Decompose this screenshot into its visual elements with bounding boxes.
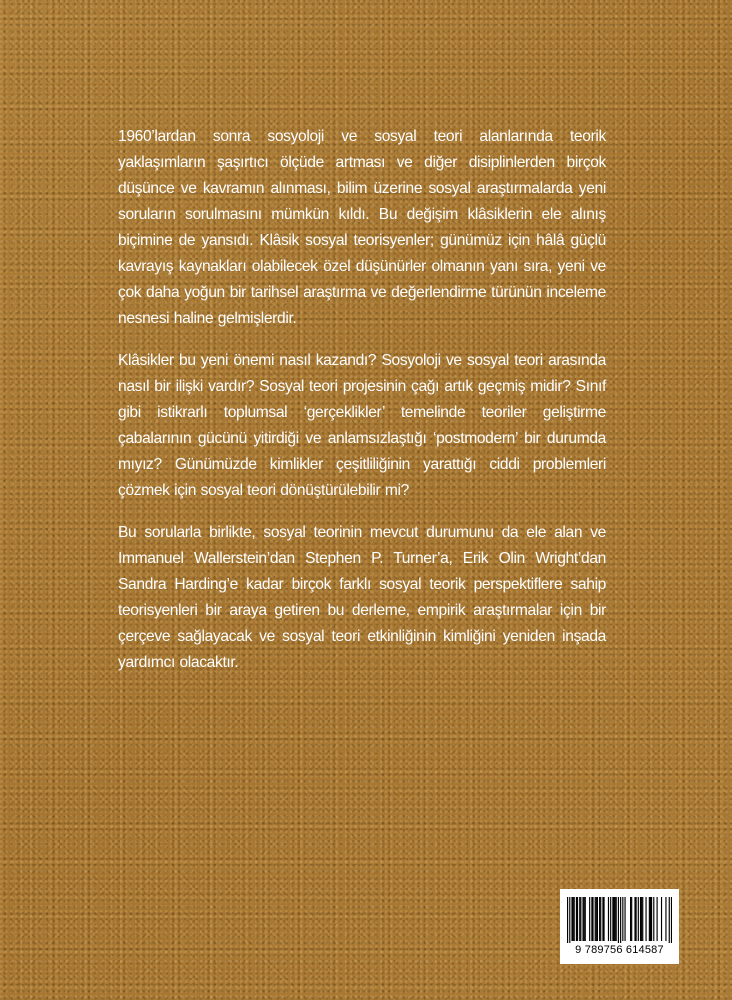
barcode-bar (645, 897, 646, 941)
barcode-bar (641, 897, 642, 941)
barcode-bar (573, 897, 574, 941)
barcode-bar (669, 897, 670, 943)
barcode-bar (661, 897, 662, 941)
barcode-bar (631, 897, 632, 941)
barcode-bar (582, 897, 583, 941)
barcode-bar (602, 897, 603, 941)
barcode-bar (589, 897, 590, 941)
barcode-bar (634, 897, 635, 941)
barcode-bar (584, 897, 585, 941)
barcode-bar (567, 897, 568, 943)
barcode-bar (612, 897, 613, 941)
barcode-bar (651, 897, 652, 941)
blurb-paragraph-3: Bu sorularla birlikte, sosyal teorinin mevcut durumunu da ele alan ve Immanuel Wallerstein’dan Stephen P. Turner’a, Erik Olin Wright’dan Sandra Harding’e kadar birçok farklı sosyal teorik perspektiflere sahip teorisyenleri bir araya getiren bu derleme, empirik araştırmalar için bir çerçeve sağlayacak ve sosyal teori etkinliğinin kimliğini yeniden inşada yardımcı olacaktır. (118, 524, 606, 671)
barcode-bar (597, 897, 598, 941)
barcode-bar (574, 897, 575, 941)
barcode-bar (650, 897, 651, 941)
barcode-bar (630, 897, 631, 941)
barcode-bar (665, 897, 666, 941)
barcode-bar (576, 897, 577, 941)
barcode-bar (603, 897, 604, 941)
barcode-bar (642, 897, 643, 941)
barcode-bar (616, 897, 617, 941)
barcode-bar (599, 897, 600, 941)
barcode-bar (591, 897, 592, 941)
barcode-bar (580, 897, 581, 941)
barcode-bar (569, 897, 570, 943)
barcode-bar (613, 897, 614, 941)
barcode-bar (610, 897, 611, 941)
barcode-bar (653, 897, 654, 941)
barcode-bar (596, 897, 597, 941)
barcode-bar (624, 897, 625, 941)
barcode-bar (585, 897, 586, 941)
barcode-bar (595, 897, 596, 941)
barcode-bar (608, 897, 609, 941)
barcode-bar (571, 897, 572, 941)
barcode-bar (636, 897, 637, 941)
barcode-bars (567, 897, 672, 943)
barcode-bar (622, 897, 623, 941)
barcode-bar (600, 897, 601, 941)
barcode-bar (592, 897, 593, 941)
blurb-paragraph-1: 1960’lardan sonra sosyoloji ve sosyal teori alanlarında teorik yaklaşımların şaşırtıcı ölçüde artması ve diğer disiplinlerden birçok düşünce ve kavramın alınması, bilim üzerine sosyal araştırmalarda yeni soruların sorulmasını mümkün kıldı. Bu değişim klâsiklerin ele alınış biçimine de yansıdı. Klâsik sosyal teorisyenler; günümüz için hâlâ güçlü kavrayış kaynakları olabilecek özel düşünürler olmanın yanı sıra, yeni ve çok daha yoğun bir tarihsel araştırma ve değerlendirme türünün inceleme nesnesi haline gelmişlerdir. (118, 128, 606, 327)
barcode-bar (579, 897, 580, 941)
barcode-bar (640, 897, 641, 941)
barcode-bar (577, 897, 578, 941)
blurb-paragraph-2: Klâsikler bu yeni önemi nasıl kazandı? Sosyoloji ve sosyal teori arasında nasıl bir ilişki vardır? Sosyal teori projesinin çağı artık geçmiş midir? Sınıf gibi istikrarlı toplumsal ‘gerçeklikler’ temelinde teoriler geliştirme çabalarının gücünü yitirdiği ve anlamsızlaştığı ‘postmodern’ bir durumda mıyız? Günümüzde kimlikler çeşitliliğinin yarattığı ciddi problemleri çözmek için sosyal teori dönüştürülebilir mi? (118, 352, 606, 499)
barcode-bar (615, 897, 616, 941)
barcode-bar (649, 897, 650, 941)
blurb-text (118, 124, 606, 692)
barcode-bar (620, 897, 621, 943)
barcode-bar (618, 897, 619, 943)
isbn-barcode (560, 889, 679, 964)
barcode-bar (671, 897, 672, 943)
isbn-number: 9 789756 614587 (575, 944, 664, 956)
barcode-bar (657, 897, 658, 941)
barcode-bar (638, 897, 639, 941)
